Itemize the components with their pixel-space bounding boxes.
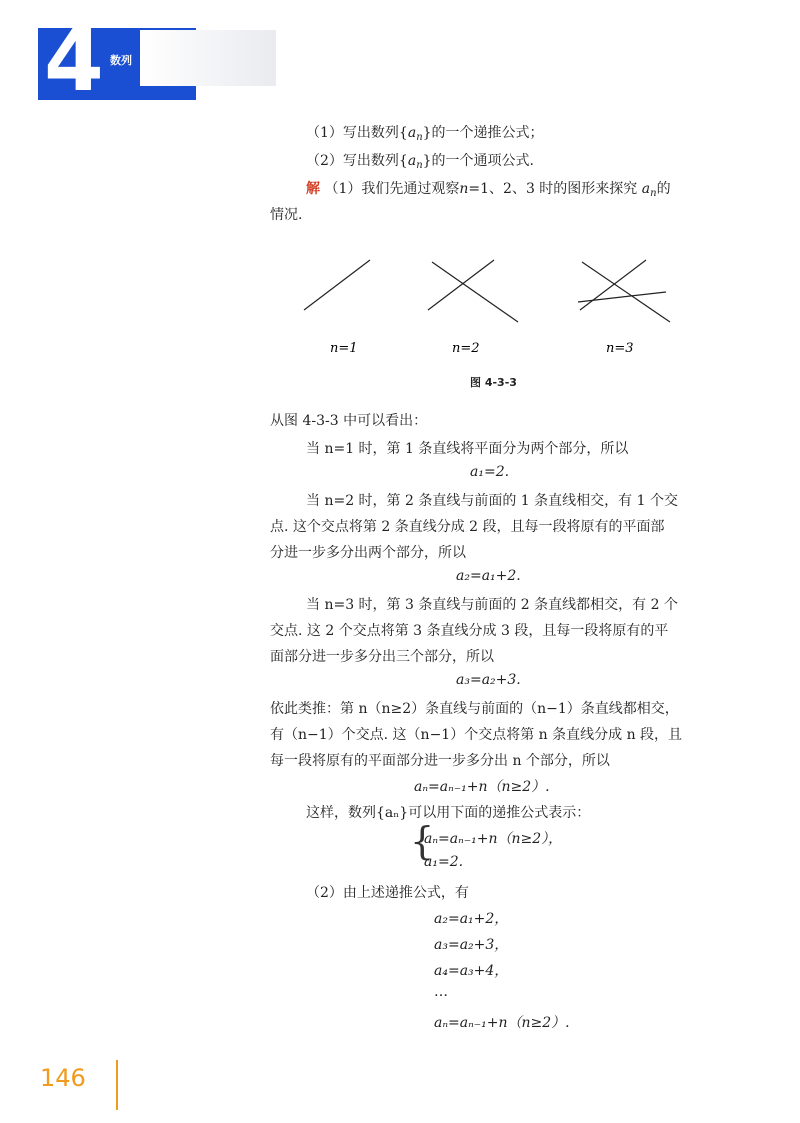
solution-label: 解: [306, 181, 320, 197]
fig1-line: [304, 260, 370, 310]
equation-3: a₃=a₂+3.: [456, 672, 521, 688]
fig2-line-a: [432, 262, 518, 322]
recurrence-dots: …: [434, 984, 448, 1000]
recurrence-2: a₃=a₂+3，: [434, 937, 509, 953]
recursion-intro: 这样，数列{aₙ}可以用下面的递推公式表示：: [306, 805, 591, 821]
general-line3: 每一段将原有的平面部分进一步多分出 n 个部分，所以: [270, 753, 610, 769]
fig2-line-b: [428, 260, 494, 310]
recurrence-1: a₂=a₁+2，: [434, 911, 509, 927]
system-eq1: aₙ=aₙ₋₁+n（n≥2），: [424, 831, 563, 847]
fig-label-n2: n=2: [452, 341, 480, 356]
case2-line1: 当 n=2 时，第 2 条直线与前面的 1 条直线相交，有 1 个交: [306, 493, 678, 509]
chapter-header: [38, 11, 238, 111]
fig-label-n1: n=1: [330, 341, 358, 356]
solution-intro: 解 （1）我们先通过观察n=1、2、3 时的图形来探究 $a_n$的: [306, 181, 671, 199]
figure-4-3-3: [282, 254, 702, 374]
case2-line3: 分进一步多分出两个部分，所以: [270, 545, 466, 561]
page-number-rule: [116, 1060, 118, 1110]
recurrence-n: aₙ=aₙ₋₁+n（n≥2）.: [434, 1015, 570, 1031]
case3-line2: 交点. 这 2 个交点将第 3 条直线分成 3 段，且每一段将原有的平: [270, 623, 669, 639]
case3-line1: 当 n=3 时，第 3 条直线与前面的 2 条直线都相交，有 2 个: [306, 597, 678, 613]
figure-caption: 图 4-3-3: [470, 376, 517, 389]
fig3-line-a: [582, 262, 670, 322]
part2-intro: （2）由上述递推公式，有: [306, 885, 469, 901]
chapter-title: 数列: [110, 54, 132, 67]
recurrence-3: a₄=a₃+4，: [434, 963, 509, 979]
fig3-line-c: [578, 292, 666, 302]
chapter-header-grey-band: [140, 30, 276, 86]
question-2: （2）写出数列$\{a_n\}$的一个通项公式.: [306, 153, 534, 171]
system-brace: {: [410, 819, 435, 863]
general-line1: 依此类推：第 n（n≥2）条直线与前面的（n−1）条直线都相交，: [270, 701, 679, 717]
case1-text: 当 n=1 时，第 1 条直线将平面分为两个部分，所以: [306, 441, 629, 457]
solution-intro-line2: 情况.: [270, 207, 303, 223]
from-figure-text: 从图 4-3-3 中可以看出：: [270, 413, 428, 429]
equation-1: a₁=2.: [470, 464, 510, 480]
equation-general: aₙ=aₙ₋₁+n（n≥2）.: [414, 779, 550, 795]
case2-line2: 点. 这个交点将第 2 条直线分成 2 段，且每一段将原有的平面部: [270, 519, 665, 535]
fig-label-n3: n=3: [606, 341, 634, 356]
equation-2: a₂=a₁+2.: [456, 568, 521, 584]
question-1: （1）写出数列$\{a_n\}$的一个递推公式；: [306, 125, 544, 143]
general-line2: 有（n−1）个交点. 这（n−1）个交点将第 n 条直线分成 n 段，且: [270, 727, 683, 743]
chapter-number: 4: [44, 11, 102, 111]
system-eq2: a₁=2.: [424, 854, 464, 870]
page-number: 146: [40, 1064, 86, 1092]
case3-line3: 面部分进一步多分出三个部分，所以: [270, 649, 494, 665]
